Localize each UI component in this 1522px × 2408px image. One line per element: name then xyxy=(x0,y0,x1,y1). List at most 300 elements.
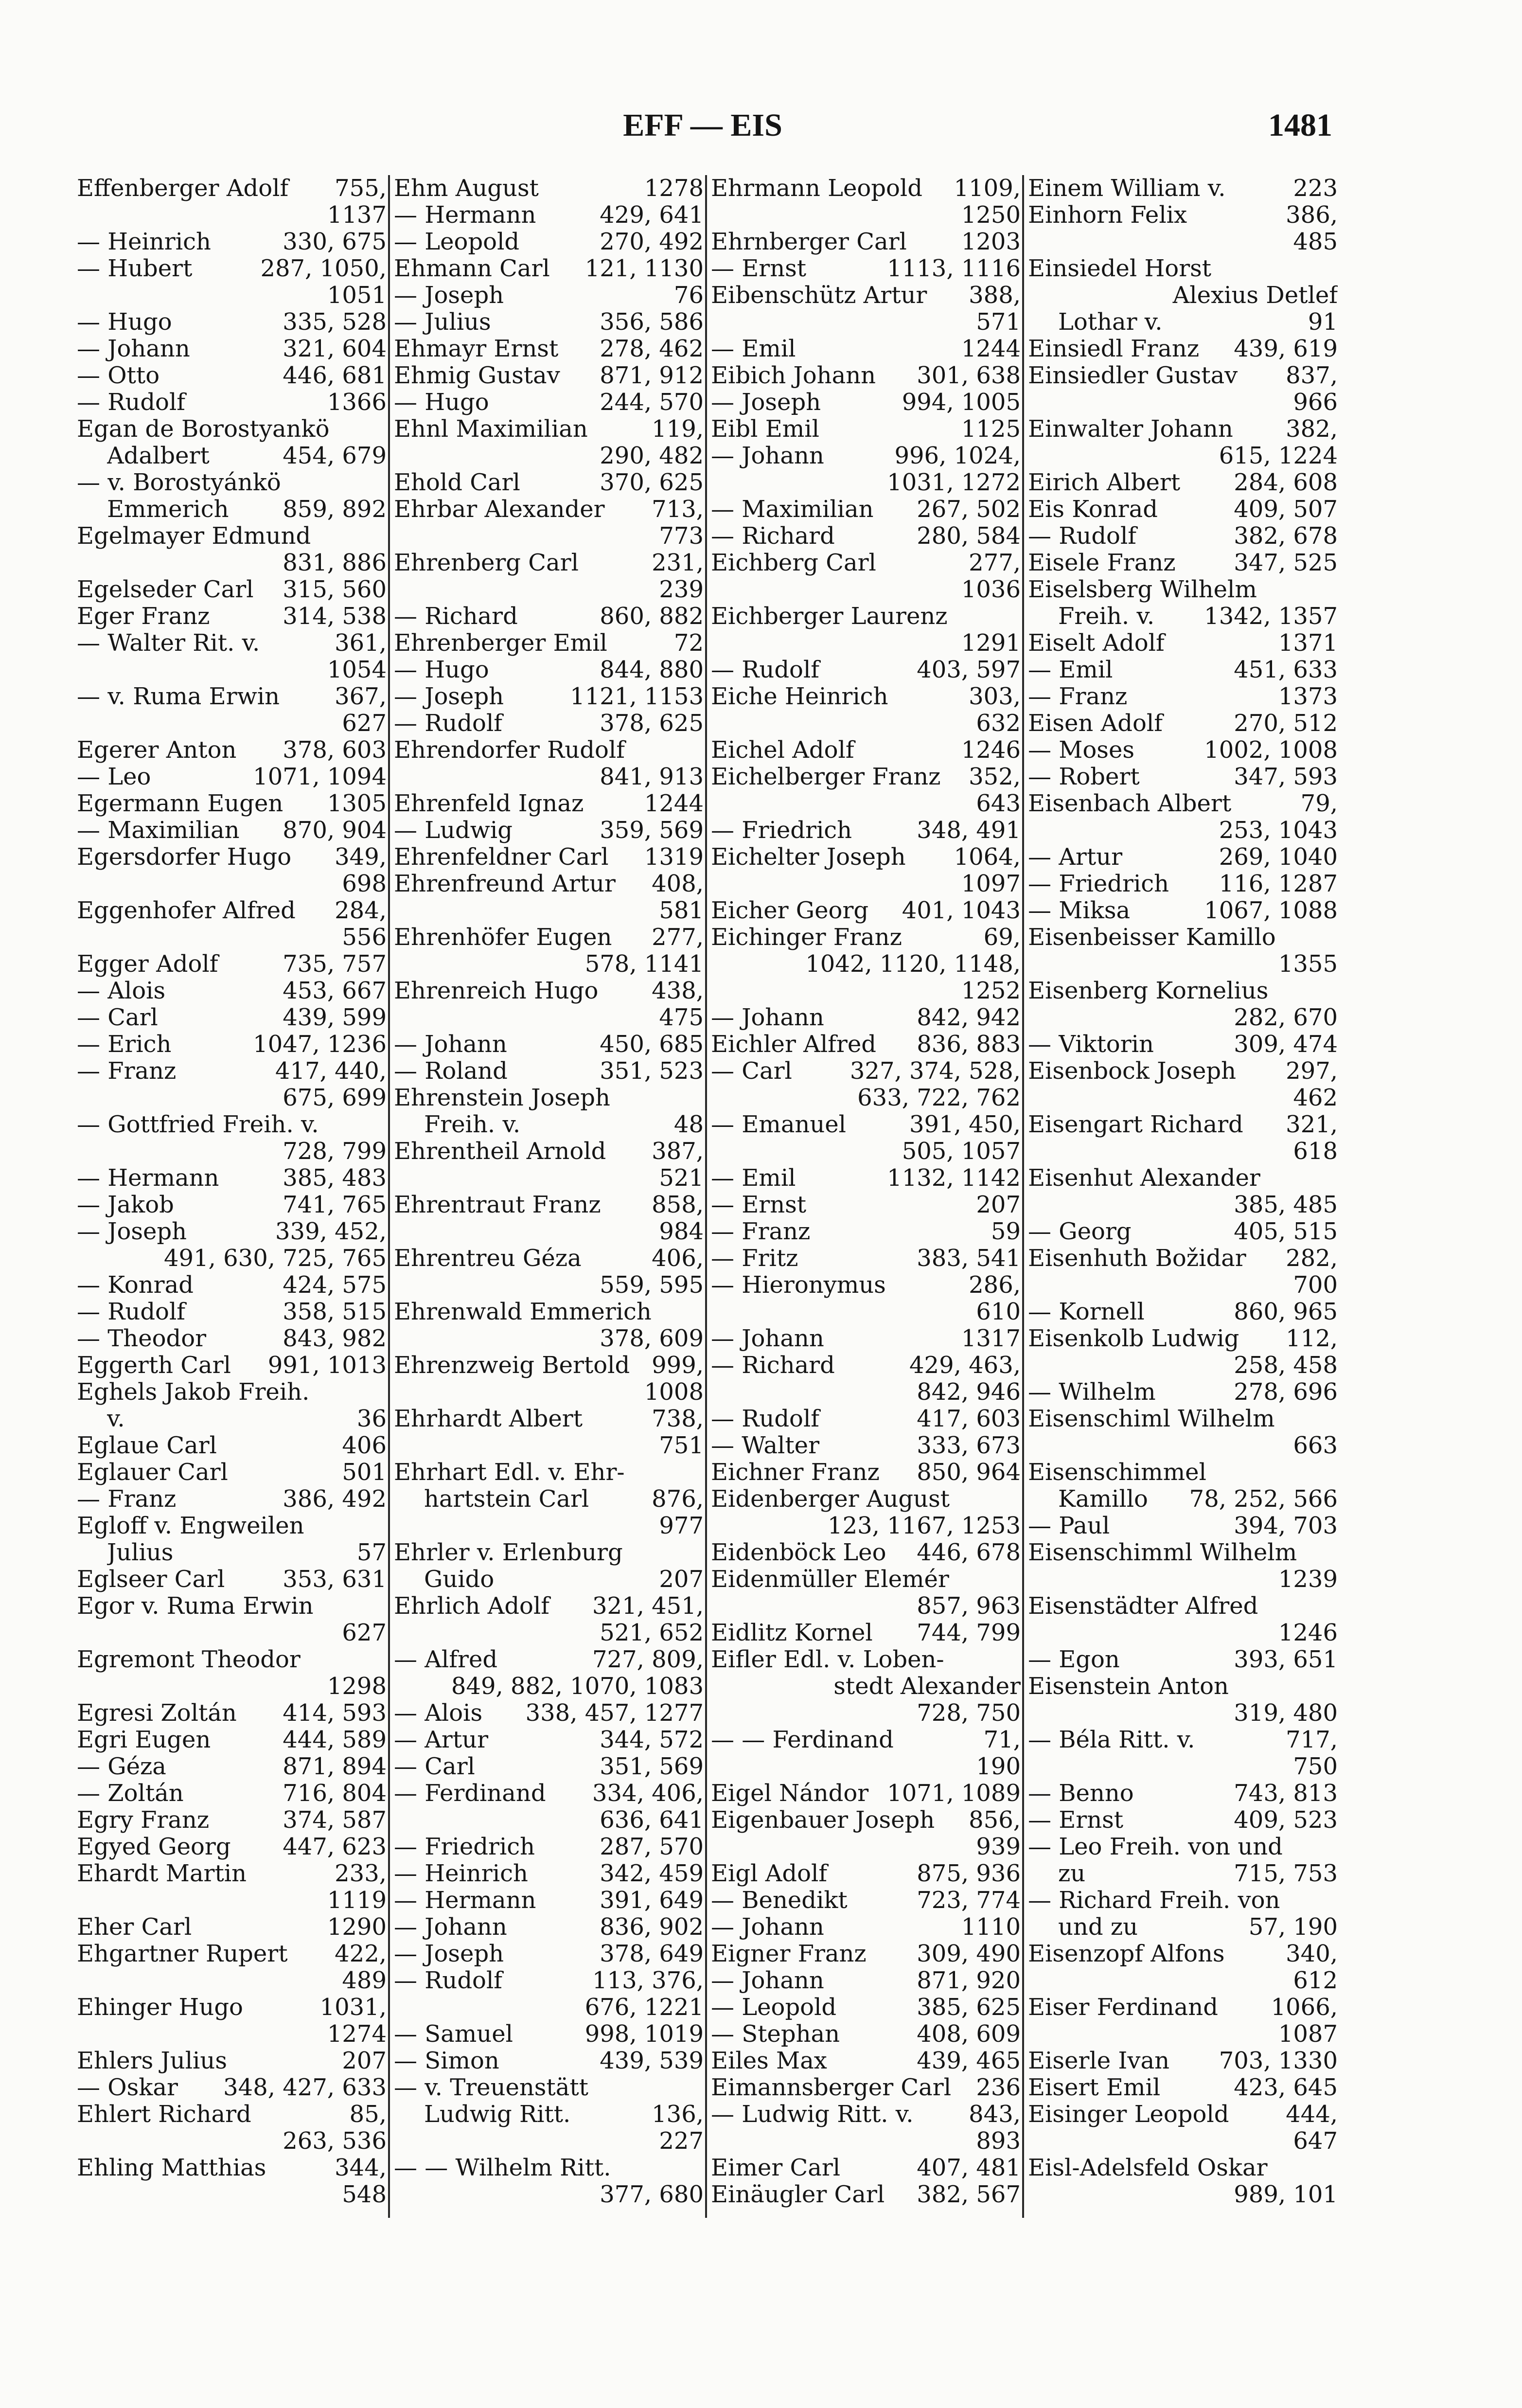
entry-line xyxy=(394,550,704,576)
entry-line xyxy=(711,1914,1021,1941)
entry-pages: 367, xyxy=(335,683,387,710)
index-entry xyxy=(1028,1646,1338,1673)
entry-name: Ehrenwald Emmerich xyxy=(394,1299,652,1325)
entry-pages: 385, 483 xyxy=(283,1164,387,1192)
entry-name: Eisenberg Kornelius xyxy=(1028,978,1269,1004)
entry-continuation xyxy=(1028,1753,1338,1780)
index-column-3 xyxy=(707,175,1021,2218)
index-entry xyxy=(711,1860,1021,1887)
index-entry xyxy=(1028,1299,1338,1325)
entry-name: Adalbert xyxy=(107,443,210,469)
index-entry xyxy=(77,336,387,362)
entry-pages: 1066, xyxy=(1271,1994,1338,2021)
index-entry xyxy=(711,229,1021,255)
index-columns xyxy=(73,175,1338,2218)
entry-name: Lothar v. xyxy=(1058,309,1163,336)
entry-line xyxy=(1028,1593,1338,1620)
entry-pages xyxy=(1015,1486,1021,1513)
entry-line xyxy=(1028,1058,1338,1085)
entry-line xyxy=(711,1459,1021,1486)
entry-pages xyxy=(381,1379,387,1406)
entry-pages: 1119 xyxy=(327,1887,387,1914)
entry-pages: 278, 696 xyxy=(1234,1378,1338,1406)
entry-continuation xyxy=(77,871,387,897)
entry-pages: 406, xyxy=(652,1245,704,1272)
entry-pages: 344, 572 xyxy=(600,1726,704,1753)
entry-line xyxy=(1028,469,1338,496)
entry-pages: 270, 492 xyxy=(600,228,704,255)
entry-pages: 1109, xyxy=(954,175,1021,202)
entry-continuation xyxy=(711,576,1021,603)
entry-pages: 408, xyxy=(652,870,704,897)
entry-line xyxy=(711,2048,1021,2074)
entry-name: Eisengart Richard xyxy=(1028,1111,1243,1138)
entry-pages: 351, 569 xyxy=(600,1753,704,1780)
entry-name: — Konrad xyxy=(77,1272,194,1299)
entry-name: Eiser Ferdinand xyxy=(1028,1994,1218,2021)
entry-name: Ehrenberger Emil xyxy=(394,630,607,657)
entry-name: — Wilhelm xyxy=(1028,1379,1156,1406)
entry-pages: 633, 722, 762 xyxy=(857,1084,1021,1111)
index-entry xyxy=(711,657,1021,683)
entry-line xyxy=(394,844,704,871)
index-entry xyxy=(394,255,704,282)
entry-name xyxy=(1058,2181,1228,2208)
entry-pages: 270, 512 xyxy=(1234,710,1338,737)
entry-pages: 333, 673 xyxy=(917,1432,1021,1459)
index-entry xyxy=(711,1111,1021,1165)
entry-line xyxy=(1028,657,1338,683)
entry-name xyxy=(1058,443,1213,469)
index-entry xyxy=(711,1245,1021,1272)
entry-continuation xyxy=(394,2128,704,2155)
entry-line xyxy=(1028,1325,1338,1352)
entry-pages: 394, 703 xyxy=(1234,1512,1338,1539)
entry-name xyxy=(424,443,594,469)
index-entry xyxy=(1028,1218,1338,1245)
entry-line xyxy=(711,175,1021,202)
entry-name: — Joseph xyxy=(77,1218,187,1245)
entry-line xyxy=(711,362,1021,389)
entry-name xyxy=(741,576,956,603)
entry-line xyxy=(394,710,704,737)
entry-pages: 1239 xyxy=(1278,1566,1338,1593)
entry-name: Ehinger Hugo xyxy=(77,1994,243,2021)
entry-pages: 727, 809, xyxy=(592,1646,704,1673)
entry-name: — v. Borostyánkö xyxy=(77,469,281,496)
entry-name: — — Wilhelm Ritt. xyxy=(394,2155,611,2181)
index-entry xyxy=(1028,469,1338,496)
entry-name: Ehrenhöfer Eugen xyxy=(394,924,612,951)
entry-name: — Rudolf xyxy=(711,657,820,683)
entry-pages: 1071, 1094 xyxy=(253,763,387,790)
entry-line xyxy=(394,1406,704,1432)
entry-line xyxy=(77,1593,387,1620)
entry-line xyxy=(77,1165,387,1192)
entry-name xyxy=(1058,1352,1228,1379)
entry-pages: 78, 252, 566 xyxy=(1189,1485,1338,1513)
entry-line xyxy=(77,1379,387,1406)
index-entry xyxy=(1028,1780,1338,1807)
entry-name: Ehmig Gustav xyxy=(394,362,560,389)
index-entry xyxy=(1028,1406,1338,1459)
entry-line xyxy=(394,1192,704,1218)
entry-pages: 447, 623 xyxy=(283,1833,387,1860)
index-entry xyxy=(711,603,1021,657)
entry-line xyxy=(1028,1727,1338,1753)
entry-continuation xyxy=(394,1165,704,1192)
entry-name: — Kornell xyxy=(1028,1299,1145,1325)
entry-line xyxy=(711,2021,1021,2048)
entry-line xyxy=(1028,1646,1338,1673)
entry-name xyxy=(1058,1432,1287,1459)
entry-continuation xyxy=(394,1566,704,1593)
entry-continuation xyxy=(1028,282,1338,309)
entry-name: Eichinger Franz xyxy=(711,924,902,951)
index-entry xyxy=(394,657,704,683)
entry-name: — Hermann xyxy=(394,202,536,229)
entry-name: Eidlitz Kornel xyxy=(711,1620,873,1646)
entry-line xyxy=(77,1727,387,1753)
entry-name: Eigenbauer Joseph xyxy=(711,1807,935,1834)
entry-pages: 989, 101 xyxy=(1234,2181,1338,2208)
entry-line xyxy=(711,1860,1021,1887)
entry-name: — Hugo xyxy=(77,309,172,336)
entry-line xyxy=(1028,1218,1338,1245)
index-entry xyxy=(711,1325,1021,1352)
entry-name: — Heinrich xyxy=(77,229,211,255)
entry-line xyxy=(711,2155,1021,2181)
entry-line xyxy=(77,229,387,255)
entry-name: — Friedrich xyxy=(711,817,852,844)
entry-line xyxy=(77,1004,387,1031)
index-entry xyxy=(711,282,1021,336)
entry-name: Einem William v. xyxy=(1028,175,1226,202)
entry-pages: 422, xyxy=(335,1940,387,1967)
entry-pages xyxy=(1332,1593,1338,1620)
entry-continuation xyxy=(394,443,704,469)
entry-name xyxy=(107,1887,321,1914)
index-entry xyxy=(1028,710,1338,737)
entry-line xyxy=(711,550,1021,576)
entry-name: — Franz xyxy=(711,1218,811,1245)
entry-pages xyxy=(1015,1566,1021,1593)
entry-name: Eisinger Leopold xyxy=(1028,2101,1229,2128)
entry-pages: 1125 xyxy=(961,415,1021,443)
entry-line xyxy=(1028,2101,1338,2128)
entry-pages: 378, 649 xyxy=(600,1940,704,1967)
entry-pages: 618 xyxy=(1293,1138,1338,1165)
entry-pages: 728, 799 xyxy=(283,1138,387,1165)
entry-line xyxy=(711,1994,1021,2021)
entry-line xyxy=(711,496,1021,523)
entry-name: Ehrler v. Erlenburg xyxy=(394,1539,623,1566)
entry-name: Eisenbock Joseph xyxy=(1028,1058,1237,1085)
entry-pages xyxy=(1332,924,1338,951)
entry-name: Ehrenzweig Bertold xyxy=(394,1352,630,1379)
entry-name: — Erich xyxy=(77,1031,172,1058)
entry-pages: 1317 xyxy=(961,1325,1021,1352)
entry-name: Eiselt Adolf xyxy=(1028,630,1165,657)
entry-pages: 314, 538 xyxy=(283,603,387,630)
index-entry xyxy=(711,2101,1021,2155)
entry-line xyxy=(394,1459,704,1486)
entry-name xyxy=(1058,1138,1287,1165)
entry-name: Ehrentreu Géza xyxy=(394,1245,582,1272)
entry-line xyxy=(77,1994,387,2021)
entry-pages: 190 xyxy=(976,1753,1021,1780)
entry-pages: 643 xyxy=(976,790,1021,817)
entry-name: Eisenkolb Ludwig xyxy=(1028,1325,1239,1352)
entry-line xyxy=(394,1914,704,1941)
entry-line xyxy=(711,389,1021,416)
entry-line xyxy=(1028,924,1338,951)
entry-pages: 359, 569 xyxy=(600,817,704,844)
entry-name: — Ferdinand xyxy=(394,1780,546,1807)
index-entry xyxy=(711,737,1021,764)
entry-pages: 385, 485 xyxy=(1234,1191,1338,1218)
entry-pages: 1036 xyxy=(961,576,1021,603)
entry-line xyxy=(394,1753,704,1780)
entry-pages: 859, 892 xyxy=(283,496,387,523)
index-entry xyxy=(711,1914,1021,1941)
index-entry xyxy=(711,362,1021,389)
entry-continuation xyxy=(77,550,387,576)
entry-line xyxy=(1028,336,1338,362)
entry-name: Eisele Franz xyxy=(1028,550,1176,576)
entry-name xyxy=(1058,1085,1287,1111)
entry-line xyxy=(711,523,1021,550)
entry-name: Eisenstein Anton xyxy=(1028,1673,1229,1700)
entry-line xyxy=(711,255,1021,282)
entry-pages: 444, 589 xyxy=(283,1726,387,1753)
entry-pages: 632 xyxy=(976,710,1021,737)
entry-name: — Rudolf xyxy=(394,710,503,737)
entry-line xyxy=(1028,1807,1338,1834)
entry-name: — Géza xyxy=(77,1753,166,1780)
entry-name xyxy=(1058,1620,1273,1646)
index-entry xyxy=(711,1887,1021,1914)
entry-line xyxy=(77,790,387,817)
entry-line xyxy=(1028,202,1338,229)
entry-pages: 1097 xyxy=(961,870,1021,897)
entry-continuation xyxy=(711,978,1021,1004)
index-entry xyxy=(77,1486,387,1513)
entry-line xyxy=(77,1646,387,1673)
entry-name: Eglaue Carl xyxy=(77,1432,217,1459)
index-entry xyxy=(394,1138,704,1192)
index-entry xyxy=(77,1111,387,1165)
entry-line xyxy=(1028,737,1338,764)
index-entry xyxy=(1028,1807,1338,1834)
entry-line xyxy=(711,1566,1021,1593)
entry-continuation xyxy=(1028,1914,1338,1941)
entry-pages: 342, 459 xyxy=(600,1860,704,1887)
entry-pages: 446, 681 xyxy=(283,362,387,389)
index-entry xyxy=(77,1379,387,1432)
entry-continuation xyxy=(711,630,1021,657)
entry-pages: 871, 920 xyxy=(917,1967,1021,1994)
entry-pages: 491, 630, 725, 765 xyxy=(163,1245,387,1272)
entry-line xyxy=(711,1245,1021,1272)
entry-line xyxy=(1028,1994,1338,2021)
entry-name: — Emil xyxy=(711,336,796,362)
entry-continuation xyxy=(711,1138,1021,1165)
entry-line xyxy=(394,1299,704,1325)
index-entry xyxy=(394,1967,704,2021)
entry-continuation xyxy=(394,764,704,790)
entry-pages: 340, xyxy=(1286,1940,1338,1967)
entry-pages: 382, 567 xyxy=(917,2181,1021,2208)
entry-continuation xyxy=(394,2101,704,2128)
entry-line xyxy=(711,683,1021,710)
index-entry xyxy=(1028,1165,1338,1218)
entry-name: Eisenhuth Božidar xyxy=(1028,1245,1246,1272)
entry-name xyxy=(741,1513,822,1539)
entry-line xyxy=(394,416,704,443)
entry-line xyxy=(711,2074,1021,2101)
entry-name: Kamillo xyxy=(1058,1486,1148,1513)
entry-continuation xyxy=(1028,1860,1338,1887)
entry-line xyxy=(711,1807,1021,1834)
entry-line xyxy=(1028,897,1338,924)
entry-pages xyxy=(1332,1834,1338,1860)
index-entry xyxy=(77,1700,387,1727)
entry-pages: 875, 936 xyxy=(917,1860,1021,1887)
entry-name xyxy=(1058,1967,1287,1994)
index-entry xyxy=(77,817,387,844)
entry-continuation xyxy=(394,1486,704,1513)
entry-name xyxy=(741,309,970,336)
entry-line xyxy=(77,362,387,389)
entry-pages: 1250 xyxy=(961,201,1021,229)
entry-name: — Maximilian xyxy=(77,817,240,844)
index-entry xyxy=(711,336,1021,362)
entry-line xyxy=(77,469,387,496)
entry-pages: 207 xyxy=(342,2047,387,2074)
entry-pages: 521, 652 xyxy=(600,1619,704,1646)
entry-name: Ehgartner Rupert xyxy=(77,1941,288,1967)
entry-name: Ehrenfreund Artur xyxy=(394,871,616,897)
entry-line xyxy=(77,416,387,443)
entry-name: Ehrbar Alexander xyxy=(394,496,605,523)
entry-name: Eisert Emil xyxy=(1028,2074,1161,2101)
entry-line xyxy=(711,1941,1021,1967)
entry-continuation xyxy=(77,282,387,309)
entry-pages: 876, xyxy=(652,1485,704,1513)
index-entry xyxy=(77,389,387,416)
entry-pages: 231, xyxy=(652,549,704,576)
entry-continuation xyxy=(1028,1566,1338,1593)
entry-name: — Richard xyxy=(711,1352,835,1379)
index-entry xyxy=(1028,737,1338,764)
entry-name: — Joseph xyxy=(394,282,504,309)
entry-line xyxy=(394,202,704,229)
index-entry xyxy=(711,550,1021,603)
index-entry xyxy=(77,1753,387,1780)
entry-pages: 1290 xyxy=(327,1913,387,1941)
entry-pages: 717, xyxy=(1286,1726,1338,1753)
entry-name: — — Ferdinand xyxy=(711,1727,894,1753)
entry-line xyxy=(394,1727,704,1753)
entry-line xyxy=(711,924,1021,951)
entry-line xyxy=(77,603,387,630)
index-entry xyxy=(1028,1031,1338,1058)
entry-pages xyxy=(698,1085,704,1111)
index-entry xyxy=(1028,1994,1338,2048)
entry-pages: 1319 xyxy=(644,843,704,871)
entry-pages xyxy=(381,416,387,443)
entry-pages: 1278 xyxy=(644,175,704,202)
entry-continuation xyxy=(77,443,387,469)
entry-continuation xyxy=(1028,1620,1338,1646)
entry-pages: 1110 xyxy=(961,1913,1021,1941)
index-entry xyxy=(711,1646,1021,1727)
index-entry xyxy=(77,1593,387,1646)
entry-continuation xyxy=(394,1111,704,1138)
entry-line xyxy=(1028,416,1338,443)
entry-line xyxy=(1028,630,1338,657)
entry-name: Freih. v. xyxy=(1058,603,1155,630)
index-entry xyxy=(394,1058,704,1085)
entry-line xyxy=(77,1111,387,1138)
entry-line xyxy=(394,683,704,710)
entry-continuation xyxy=(77,496,387,523)
entry-pages: 374, 587 xyxy=(283,1806,387,1834)
index-entry xyxy=(77,1727,387,1753)
entry-name: Eigl Adolf xyxy=(711,1860,828,1887)
entry-name: Ehrenberg Carl xyxy=(394,550,579,576)
entry-name: — Walter Rit. v. xyxy=(77,630,260,657)
entry-continuation xyxy=(711,951,1021,978)
entry-pages: 393, 651 xyxy=(1234,1646,1338,1673)
entry-name: Egresi Zoltán xyxy=(77,1700,237,1727)
entry-continuation xyxy=(394,1379,704,1406)
entry-name: — Theodor xyxy=(77,1325,207,1352)
entry-name: — Otto xyxy=(77,362,160,389)
entry-name: — v. Treuenstätt xyxy=(394,2074,588,2101)
entry-line xyxy=(711,282,1021,309)
entry-pages: 998, 1019 xyxy=(584,2020,704,2048)
entry-continuation xyxy=(77,1406,387,1432)
entry-name xyxy=(741,790,970,817)
entry-pages xyxy=(1332,2155,1338,2181)
entry-continuation xyxy=(77,1887,387,1914)
index-entry xyxy=(1028,764,1338,790)
entry-name: Eichler Alfred xyxy=(711,1031,877,1058)
index-entry xyxy=(394,924,704,978)
index-entry xyxy=(77,1459,387,1486)
entry-pages: 750 xyxy=(1293,1753,1338,1780)
entry-pages: 1031, 1272 xyxy=(887,469,1021,496)
entry-name: — Hubert xyxy=(77,255,193,282)
entry-name: — Ernst xyxy=(1028,1807,1124,1834)
entry-pages: 382, xyxy=(1286,415,1338,443)
entry-pages: 429, 641 xyxy=(600,201,704,229)
index-entry xyxy=(77,897,387,951)
entry-line xyxy=(711,1432,1021,1459)
index-entry xyxy=(1028,202,1338,255)
index-entry xyxy=(77,844,387,897)
entry-pages: 334, 406, xyxy=(592,1780,704,1807)
entry-line xyxy=(77,1432,387,1459)
entry-name xyxy=(741,1593,911,1620)
entry-pages xyxy=(1332,978,1338,1004)
entry-pages: 738, xyxy=(652,1405,704,1432)
entry-pages: 1246 xyxy=(961,736,1021,764)
entry-pages: 612 xyxy=(1293,1967,1338,1994)
entry-pages: 321, 451, xyxy=(592,1592,704,1620)
